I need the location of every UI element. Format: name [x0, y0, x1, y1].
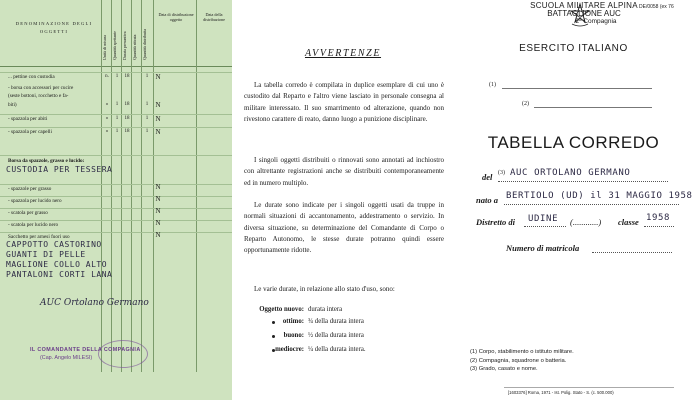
usage-intro: Le varie durate, in relazione allo stato d'uso, sono:: [254, 285, 395, 293]
label-born: nato a: [476, 195, 498, 205]
dotted-line: [644, 226, 674, 227]
footnotes: (1) Corpo, stabilimento o istituto militare. (2) Compagnia, squadrone o batteria. (3) Grado, casato e nome.: [470, 349, 574, 373]
table-row: - spazzola per capelli » 1 18 1 N: [0, 127, 232, 138]
group-title: Borsa da spazzole, grasso e lucido:: [8, 158, 85, 164]
handwritten-item: PANTALONI CORTI LANA: [6, 270, 113, 279]
col-date-object: Data di distribuzione oggetto: [158, 12, 194, 22]
table-row: (seste bottoni, rocchetto e fa-: [8, 93, 69, 99]
item-name: ... pettine con custodia: [8, 74, 55, 80]
header-title: DENOMINAZIONE DEGLI OGGETTI: [15, 21, 93, 34]
table-row: - scatola per lucido nero N: [0, 220, 232, 231]
dotted-line: [504, 204, 679, 205]
printer-imprint: [1603376] Roma, 1971 - Ist. Polig. Stato - S. (c. 500.000): [508, 390, 614, 395]
blank-line: [534, 107, 652, 108]
col-duration: Durata presuntiva: [122, 31, 127, 60]
dotted-line: [498, 181, 668, 182]
class-value: 1958: [646, 213, 671, 223]
paragraph: La tabella corredo è compilata in duplice esemplare di cui uno è custodito dal Reparto e l'altro viene lasciato in personale consegna al militare interessato. Il suo smarrimento od alterazione, quando non rivestono carattere di reato, danno luogo a punizione disciplinare.: [244, 81, 444, 123]
field-marker: (2): [522, 101, 529, 107]
republic-emblem-icon: [569, 2, 591, 28]
table-row: Sacchetto per arnesi fuori uso N: [0, 232, 232, 243]
col-qty: Quantità spettante: [112, 31, 117, 60]
birth-place-date: BERTIOLO (UD) il 31 MAGGIO 1958: [506, 191, 693, 201]
handwritten-item: CAPPOTTO CASTORINO: [6, 240, 102, 249]
table-row: - spazzole per grasso N: [0, 184, 232, 195]
table-row: - scatola per grasso N: [0, 208, 232, 219]
col-qty-distributed: Quantità distribuita: [142, 29, 147, 60]
table-row: biti) » 1 18 1 N: [8, 101, 161, 109]
col-unit: Unità di misura: [102, 35, 107, 60]
commander-stamp: IL COMANDANTE DELLA COMPAGNIA (Cap. Angelo MILESI): [30, 346, 190, 362]
col-qty-withdrawn: Quantità ritirata: [132, 34, 137, 60]
table-header: [0, 0, 232, 67]
table-row: - borsa con accessori per cucire: [8, 85, 74, 91]
page-title: AVVERTENZE: [304, 48, 382, 59]
label-serial: Numero di matricola: [506, 243, 580, 253]
divider: [504, 387, 674, 388]
table-row: - spazzola per abiti » 1 18 1 N: [0, 114, 232, 125]
handwritten-item: CUSTODIA PER TESSERA: [6, 165, 113, 174]
holder-name: AUC ORTOLANO GERMANO: [510, 168, 631, 178]
district-value: UDINE: [528, 214, 559, 224]
handwritten-item: GUANTI DI PELLE: [6, 250, 86, 259]
field-marker: (1): [489, 82, 496, 88]
cover-page: SCUOLA MILITARE ALPINA BATTAGLIONE AUC 2ª Compagnia DE/0058 (ex 76 ESERCITO ITALIANO (1) (2) TABELLA CORREDO del (3) AUC ORTOLANO GERMANO nato a BERTIOLO (UD) il 31 MAGGIO 1958 Distretto di UDINE (............) classe 1958 Numero di matricola (1) Corpo, stabilimento o istituto militare. (2) Compagnia, squadrone o batteria. (3) Grado, casato e nome. [1603376] Roma, 1971 - Ist. Polig. Stato - S. (c. 500.000): [454, 0, 693, 400]
label-class: classe: [618, 217, 639, 227]
handwritten-item: MAGLIONE COLLO ALTO: [6, 260, 108, 269]
page-title: TABELLA CORREDO: [487, 133, 660, 152]
paragraph: Le durate sono indicate per i singoli oggetti usati da truppe in normali situazioni di accantonamento, addestramento o servizio. In diversa situazione, su determinazione del Comandante di Corpo o Reparto Autonomo, le stesse durate potranno quindi essere opportunamente ridotte.: [244, 201, 444, 255]
army-title: ESERCITO ITALIANO: [519, 43, 628, 54]
label-district: Distretto di: [476, 217, 515, 227]
paragraph: I singoli oggetti distribuiti o rinnovati sono annotati ad inchiostro con altrettante registrazioni anche se distribuiti contemporaneamente ed in numero multiplo.: [244, 156, 444, 187]
table-row: ... pettine con custodia n. 1 18 1 N: [0, 72, 232, 83]
col-date-distribution: Data della distribuzione: [203, 12, 225, 22]
blank-line: [502, 88, 652, 89]
stamp-circle: [98, 340, 148, 368]
label-del: del: [482, 172, 493, 182]
warnings-page: AVVERTENZE La tabella corredo è compilata in duplice esemplare di cui uno è custodito dal Reparto e l'altro viene lasciato in personale consegna al militare interessato. Il suo smarrimento od alterazione, quando non rivestono carattere di reato, danno luogo a punizione disciplinare. I singoli oggetti distribuiti o rinnovati sono annotati ad inchiostro con altrettante registrazioni anche se distribuiti contemporaneamente ed in numero multiplo. Le durate sono indicate per i singoli oggetti usati da truppe in normali situazioni di accantonamento, addestramento o servizio. In diversa situazione, su determinazione del Comandante di Corpo o Reparto Autonomo, le stesse durate potranno quindi essere opportunamente ridotte. Le varie durate, in relazione allo stato d'uso, sono: Oggetto nuovo: durata intera ottimo: ¾ della durata intera buono: ½ della durata intera mediocre: ¼ della durata intera.: [232, 0, 454, 400]
form-code: DE/0058 (ex 76: [639, 4, 674, 10]
school-stamp: SCUOLA MILITARE ALPINA BATTAGLIONE AUC 2ª Compagnia: [530, 1, 638, 25]
dotted-line: [524, 226, 566, 227]
table-row: - spazzola per lucido nero N: [0, 196, 232, 207]
dotted-line: [592, 252, 672, 253]
signature: AUC Ortolano Germano: [40, 298, 149, 308]
equipment-list-page: [0, 0, 232, 400]
